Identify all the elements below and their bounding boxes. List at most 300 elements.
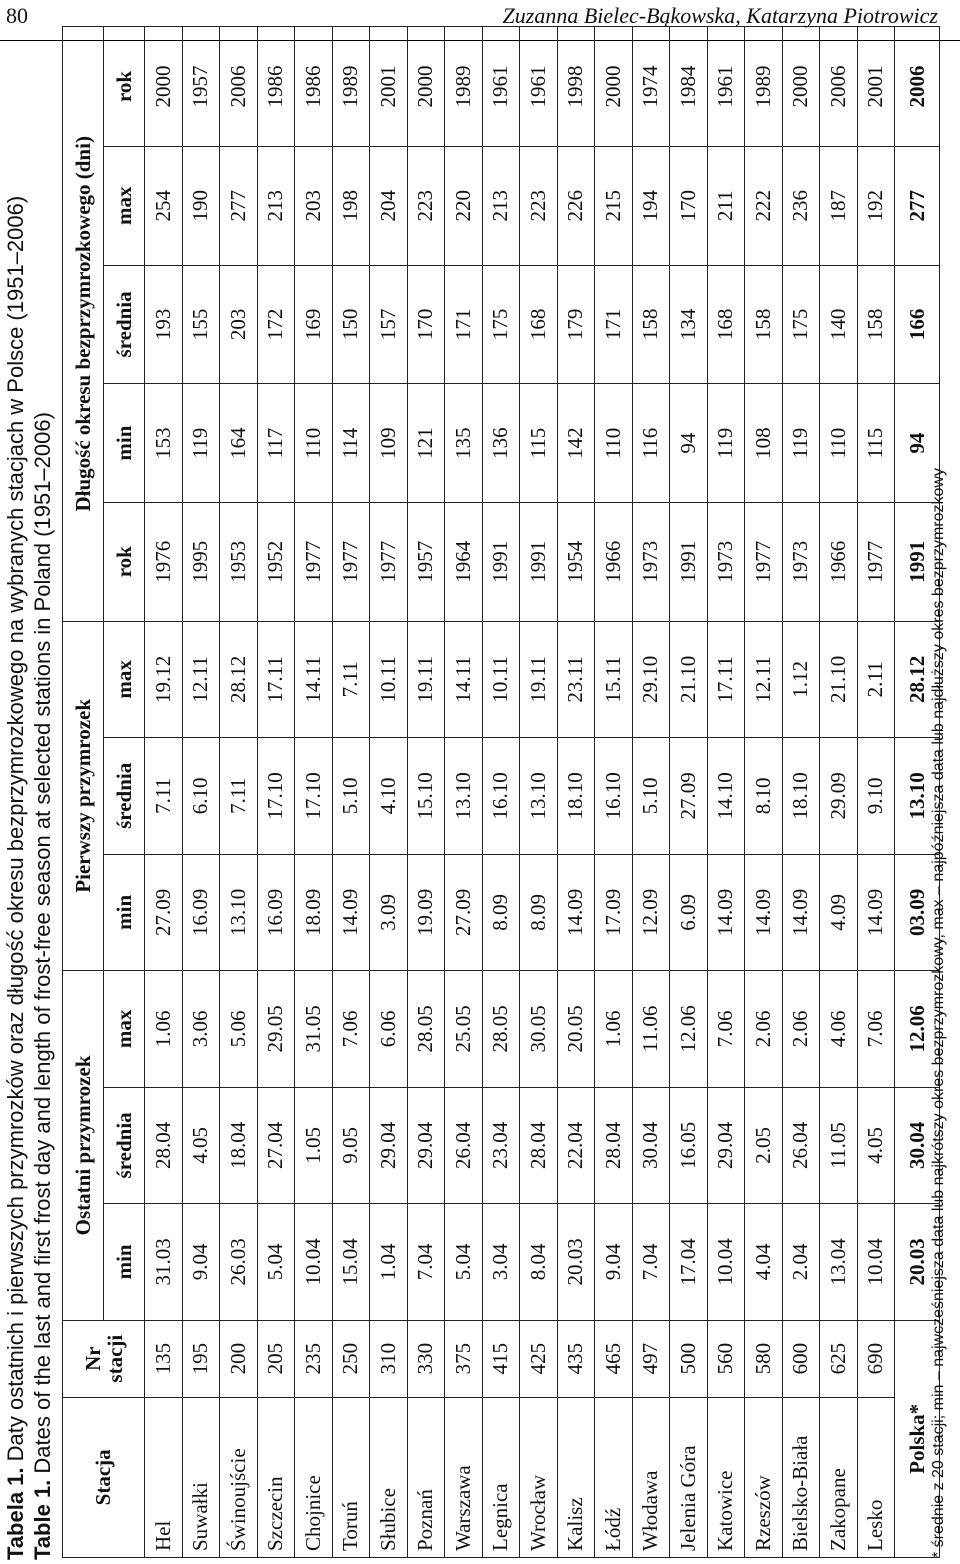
station-nr-cell: 375 bbox=[445, 1320, 483, 1397]
value-cell-l-max: 2.06 bbox=[782, 971, 820, 1088]
value-cell-f-min: 8.09 bbox=[520, 854, 558, 971]
value-cell-d-min: 110 bbox=[820, 384, 858, 503]
table-row bbox=[370, 27, 408, 1558]
value-cell-f-max: 2.11 bbox=[857, 621, 895, 738]
value-cell-l-mean: 28.04 bbox=[595, 1087, 633, 1204]
total-value-cell-d-min: 94 bbox=[895, 384, 940, 503]
value-cell-f-max: 28.12 bbox=[220, 621, 258, 738]
value-cell-d-min: 94 bbox=[670, 384, 708, 503]
value-cell-l-max: 1.06 bbox=[145, 971, 183, 1088]
station-nr-cell: 500 bbox=[670, 1320, 708, 1397]
value-cell-l-mean: 29.04 bbox=[707, 1087, 745, 1204]
value-cell-d-rok1: 1991 bbox=[482, 502, 520, 621]
value-cell-f-min: 14.09 bbox=[857, 854, 895, 971]
value-cell-f-mean: 14.10 bbox=[707, 738, 745, 855]
value-cell-d-mean: 155 bbox=[182, 265, 220, 384]
value-cell-l-max: 12.06 bbox=[670, 971, 708, 1088]
table-row bbox=[257, 27, 295, 1558]
sub-header-max: max bbox=[104, 146, 145, 265]
value-cell-l-min: 2.04 bbox=[782, 1204, 820, 1321]
value-cell-d-rok1: 1966 bbox=[820, 502, 858, 621]
value-cell-f-min: 19.09 bbox=[407, 854, 445, 971]
value-cell-f-max: 10.11 bbox=[482, 621, 520, 738]
value-cell-d-mean: 179 bbox=[557, 265, 595, 384]
table-footnote: * średnie z 20 stacji; min – najwcześniejsza data lub najkrótszy okres bezprzymrozkowy, max – najpóźniejsza data lub najdłuższy okres bezprzymrozkowy bbox=[930, 468, 947, 1558]
value-cell-l-max: 28.05 bbox=[482, 971, 520, 1088]
group-header-last-frost: Ostatni przymrozek bbox=[63, 971, 104, 1321]
value-cell-d-rok2: 2000 bbox=[407, 27, 445, 147]
value-cell-l-min: 7.04 bbox=[407, 1204, 445, 1321]
value-cell-f-mean: 17.10 bbox=[257, 738, 295, 855]
table-row bbox=[332, 27, 370, 1558]
value-cell-l-mean: 11.05 bbox=[820, 1087, 858, 1204]
station-name-cell: Suwałki bbox=[182, 1397, 220, 1557]
value-cell-d-rok2: 1998 bbox=[557, 27, 595, 147]
value-cell-f-max: 21.10 bbox=[820, 621, 858, 738]
table-header-row-1 bbox=[63, 27, 104, 1558]
value-cell-f-max: 14.11 bbox=[445, 621, 483, 738]
value-cell-l-max: 3.06 bbox=[182, 971, 220, 1088]
value-cell-d-rok2: 2000 bbox=[595, 27, 633, 147]
value-cell-f-min: 12.09 bbox=[632, 854, 670, 971]
value-cell-d-mean: 158 bbox=[632, 265, 670, 384]
value-cell-l-mean: 2.05 bbox=[745, 1087, 783, 1204]
value-cell-d-max: 223 bbox=[520, 146, 558, 265]
value-cell-l-max: 1.06 bbox=[595, 971, 633, 1088]
value-cell-d-max: 192 bbox=[857, 146, 895, 265]
sub-header-max: max bbox=[104, 971, 145, 1088]
total-value-cell-f-min: 03.09 bbox=[895, 854, 940, 971]
value-cell-d-max: 226 bbox=[557, 146, 595, 265]
value-cell-d-rok1: 1977 bbox=[332, 502, 370, 621]
station-nr-cell: 250 bbox=[332, 1320, 370, 1397]
table-row bbox=[445, 27, 483, 1558]
value-cell-d-min: 142 bbox=[557, 384, 595, 503]
caption-en-text: Dates of the last and first frost day and length of frost-free season at selected stations in Poland (1951–2006) bbox=[30, 412, 55, 1480]
value-cell-d-rok2: 2000 bbox=[782, 27, 820, 147]
value-cell-f-mean: 27.09 bbox=[670, 738, 708, 855]
value-cell-f-max: 15.11 bbox=[595, 621, 633, 738]
value-cell-f-max: 23.11 bbox=[557, 621, 595, 738]
table-caption-en bbox=[30, 412, 56, 1560]
value-cell-d-mean: 158 bbox=[857, 265, 895, 384]
value-cell-l-max: 2.06 bbox=[745, 971, 783, 1088]
value-cell-d-min: 135 bbox=[445, 384, 483, 503]
col-header-station: Stacja bbox=[63, 1397, 145, 1557]
value-cell-d-min: 110 bbox=[595, 384, 633, 503]
value-cell-d-mean: 157 bbox=[370, 265, 408, 384]
station-name-cell: Toruń bbox=[332, 1397, 370, 1557]
value-cell-l-mean: 29.04 bbox=[407, 1087, 445, 1204]
value-cell-d-rok2: 2006 bbox=[220, 27, 258, 147]
value-cell-f-min: 27.09 bbox=[445, 854, 483, 971]
value-cell-l-min: 20.03 bbox=[557, 1204, 595, 1321]
value-cell-l-max: 11.06 bbox=[632, 971, 670, 1088]
total-value-cell-d-mean: 166 bbox=[895, 265, 940, 384]
value-cell-f-mean: 18.10 bbox=[557, 738, 595, 855]
value-cell-f-max: 17.11 bbox=[257, 621, 295, 738]
value-cell-f-mean: 4.10 bbox=[370, 738, 408, 855]
value-cell-l-mean: 28.04 bbox=[145, 1087, 183, 1204]
value-cell-d-rok1: 1964 bbox=[445, 502, 483, 621]
table-row bbox=[182, 27, 220, 1558]
value-cell-d-rok1: 1977 bbox=[295, 502, 333, 621]
total-value-cell-d-max: 277 bbox=[895, 146, 940, 265]
sub-header-mean: średnia bbox=[104, 1087, 145, 1204]
value-cell-d-rok1: 1976 bbox=[145, 502, 183, 621]
table-row bbox=[745, 27, 783, 1558]
value-cell-l-min: 5.04 bbox=[257, 1204, 295, 1321]
value-cell-l-min: 17.04 bbox=[670, 1204, 708, 1321]
table-row bbox=[595, 27, 633, 1558]
value-cell-l-min: 4.04 bbox=[745, 1204, 783, 1321]
value-cell-d-rok1: 1991 bbox=[520, 502, 558, 621]
station-name-cell: Zakopane bbox=[820, 1397, 858, 1557]
value-cell-l-min: 5.04 bbox=[445, 1204, 483, 1321]
value-cell-f-mean: 18.10 bbox=[782, 738, 820, 855]
station-nr-cell: 235 bbox=[295, 1320, 333, 1397]
value-cell-l-min: 7.04 bbox=[632, 1204, 670, 1321]
value-cell-l-mean: 30.04 bbox=[632, 1087, 670, 1204]
value-cell-d-min: 108 bbox=[745, 384, 783, 503]
value-cell-d-rok2: 1961 bbox=[482, 27, 520, 147]
value-cell-l-min: 8.04 bbox=[520, 1204, 558, 1321]
value-cell-d-rok2: 1974 bbox=[632, 27, 670, 147]
station-nr-cell: 195 bbox=[182, 1320, 220, 1397]
value-cell-l-max: 4.06 bbox=[820, 971, 858, 1088]
value-cell-d-min: 110 bbox=[295, 384, 333, 503]
value-cell-d-mean: 171 bbox=[445, 265, 483, 384]
total-value-cell-d-rok2: 2006 bbox=[895, 27, 940, 147]
value-cell-d-max: 222 bbox=[745, 146, 783, 265]
value-cell-d-min: 119 bbox=[182, 384, 220, 503]
value-cell-d-max: 170 bbox=[670, 146, 708, 265]
value-cell-d-min: 121 bbox=[407, 384, 445, 503]
value-cell-l-mean: 22.04 bbox=[557, 1087, 595, 1204]
value-cell-f-mean: 6.10 bbox=[182, 738, 220, 855]
station-name-cell: Jelenia Góra bbox=[670, 1397, 708, 1557]
value-cell-d-max: 236 bbox=[782, 146, 820, 265]
value-cell-d-rok1: 1973 bbox=[707, 502, 745, 621]
value-cell-f-max: 19.11 bbox=[407, 621, 445, 738]
value-cell-d-rok2: 2001 bbox=[857, 27, 895, 147]
value-cell-d-rok2: 1986 bbox=[295, 27, 333, 147]
value-cell-d-rok1: 1954 bbox=[557, 502, 595, 621]
table-row bbox=[220, 27, 258, 1558]
table-row bbox=[782, 27, 820, 1558]
value-cell-d-mean: 134 bbox=[670, 265, 708, 384]
station-name-cell: Legnica bbox=[482, 1397, 520, 1557]
station-name-cell: Katowice bbox=[707, 1397, 745, 1557]
total-value-cell-l-min: 20.03 bbox=[895, 1204, 940, 1321]
table-row bbox=[557, 27, 595, 1558]
page-number: 80 bbox=[6, 3, 28, 28]
station-name-cell: Szczecin bbox=[257, 1397, 295, 1557]
table-row bbox=[707, 27, 745, 1558]
value-cell-l-min: 9.04 bbox=[182, 1204, 220, 1321]
value-cell-l-mean: 4.05 bbox=[857, 1087, 895, 1204]
station-name-cell: Poznań bbox=[407, 1397, 445, 1557]
col-header-nr: Nr stacji bbox=[63, 1320, 145, 1397]
value-cell-l-min: 31.03 bbox=[145, 1204, 183, 1321]
value-cell-f-min: 13.10 bbox=[220, 854, 258, 971]
station-name-cell: Chojnice bbox=[295, 1397, 333, 1557]
value-cell-f-max: 17.11 bbox=[707, 621, 745, 738]
value-cell-f-max: 7.11 bbox=[332, 621, 370, 738]
value-cell-d-max: 215 bbox=[595, 146, 633, 265]
table-body bbox=[145, 27, 940, 1558]
value-cell-d-rok2: 2006 bbox=[820, 27, 858, 147]
value-cell-f-min: 16.09 bbox=[257, 854, 295, 971]
value-cell-d-min: 153 bbox=[145, 384, 183, 503]
value-cell-l-max: 29.05 bbox=[257, 971, 295, 1088]
station-name-cell: Świnoujście bbox=[220, 1397, 258, 1557]
value-cell-d-min: 114 bbox=[332, 384, 370, 503]
value-cell-d-mean: 175 bbox=[482, 265, 520, 384]
value-cell-d-rok1: 1973 bbox=[782, 502, 820, 621]
station-name-cell: Wrocław bbox=[520, 1397, 558, 1557]
value-cell-f-mean: 13.10 bbox=[445, 738, 483, 855]
value-cell-f-mean: 17.10 bbox=[295, 738, 333, 855]
value-cell-f-min: 8.09 bbox=[482, 854, 520, 971]
value-cell-f-min: 4.09 bbox=[820, 854, 858, 971]
value-cell-f-mean: 7.11 bbox=[220, 738, 258, 855]
value-cell-f-mean: 13.10 bbox=[520, 738, 558, 855]
value-cell-d-max: 213 bbox=[257, 146, 295, 265]
value-cell-f-min: 3.09 bbox=[370, 854, 408, 971]
value-cell-l-mean: 27.04 bbox=[257, 1087, 295, 1204]
sub-header-max: max bbox=[104, 621, 145, 738]
station-nr-cell: 497 bbox=[632, 1320, 670, 1397]
value-cell-d-min: 116 bbox=[632, 384, 670, 503]
value-cell-f-max: 1.12 bbox=[782, 621, 820, 738]
total-value-cell-d-rok1: 1991 bbox=[895, 502, 940, 621]
value-cell-d-max: 190 bbox=[182, 146, 220, 265]
group-header-first-frost: Pierwszy przymrozek bbox=[63, 621, 104, 971]
value-cell-l-max: 31.05 bbox=[295, 971, 333, 1088]
value-cell-d-rok2: 1989 bbox=[332, 27, 370, 147]
station-name-cell: Warszawa bbox=[445, 1397, 483, 1557]
value-cell-l-mean: 26.04 bbox=[445, 1087, 483, 1204]
table-row bbox=[295, 27, 333, 1558]
table-row bbox=[820, 27, 858, 1558]
value-cell-l-min: 10.04 bbox=[707, 1204, 745, 1321]
station-name-cell: Hel bbox=[145, 1397, 183, 1557]
value-cell-d-rok1: 1977 bbox=[857, 502, 895, 621]
station-nr-cell: 625 bbox=[820, 1320, 858, 1397]
value-cell-f-min: 16.09 bbox=[182, 854, 220, 971]
station-nr-cell: 205 bbox=[257, 1320, 295, 1397]
station-nr-cell: 415 bbox=[482, 1320, 520, 1397]
value-cell-l-max: 30.05 bbox=[520, 971, 558, 1088]
value-cell-d-rok1: 1991 bbox=[670, 502, 708, 621]
value-cell-f-min: 18.09 bbox=[295, 854, 333, 971]
value-cell-f-min: 27.09 bbox=[145, 854, 183, 971]
table-row bbox=[520, 27, 558, 1558]
value-cell-l-min: 10.04 bbox=[857, 1204, 895, 1321]
value-cell-d-min: 119 bbox=[782, 384, 820, 503]
value-cell-d-max: 194 bbox=[632, 146, 670, 265]
value-cell-l-mean: 1.05 bbox=[295, 1087, 333, 1204]
value-cell-l-min: 1.04 bbox=[370, 1204, 408, 1321]
table-row bbox=[857, 27, 895, 1558]
table-row bbox=[407, 27, 445, 1558]
rotated-table-area bbox=[0, 4, 960, 1564]
value-cell-l-mean: 18.04 bbox=[220, 1087, 258, 1204]
value-cell-d-max: 254 bbox=[145, 146, 183, 265]
value-cell-l-min: 9.04 bbox=[595, 1204, 633, 1321]
caption-en-label: Table 1. bbox=[30, 1479, 55, 1560]
station-nr-cell: 560 bbox=[707, 1320, 745, 1397]
value-cell-l-min: 26.03 bbox=[220, 1204, 258, 1321]
value-cell-d-max: 203 bbox=[295, 146, 333, 265]
table-row bbox=[632, 27, 670, 1558]
value-cell-l-mean: 4.05 bbox=[182, 1087, 220, 1204]
value-cell-d-max: 204 bbox=[370, 146, 408, 265]
value-cell-d-min: 117 bbox=[257, 384, 295, 503]
value-cell-d-mean: 158 bbox=[745, 265, 783, 384]
table-row bbox=[670, 27, 708, 1558]
sub-header-mean: średnia bbox=[104, 265, 145, 384]
station-nr-cell: 135 bbox=[145, 1320, 183, 1397]
value-cell-l-min: 13.04 bbox=[820, 1204, 858, 1321]
value-cell-f-max: 19.11 bbox=[520, 621, 558, 738]
value-cell-f-mean: 16.10 bbox=[595, 738, 633, 855]
value-cell-d-mean: 140 bbox=[820, 265, 858, 384]
value-cell-d-mean: 172 bbox=[257, 265, 295, 384]
station-nr-cell: 330 bbox=[407, 1320, 445, 1397]
running-head-authors: Zuzanna Bielec-Bąkowska, Katarzyna Piotrowicz bbox=[502, 3, 938, 28]
value-cell-f-mean: 9.10 bbox=[857, 738, 895, 855]
value-cell-d-rok2: 1961 bbox=[707, 27, 745, 147]
value-cell-f-mean: 7.11 bbox=[145, 738, 183, 855]
value-cell-l-min: 15.04 bbox=[332, 1204, 370, 1321]
sub-header-mean: średnia bbox=[104, 738, 145, 855]
value-cell-d-rok2: 1986 bbox=[257, 27, 295, 147]
value-cell-d-max: 187 bbox=[820, 146, 858, 265]
value-cell-d-max: 277 bbox=[220, 146, 258, 265]
value-cell-l-max: 6.06 bbox=[370, 971, 408, 1088]
value-cell-d-rok1: 1957 bbox=[407, 502, 445, 621]
value-cell-l-mean: 28.04 bbox=[520, 1087, 558, 1204]
value-cell-d-min: 119 bbox=[707, 384, 745, 503]
value-cell-f-min: 17.09 bbox=[595, 854, 633, 971]
value-cell-f-max: 10.11 bbox=[370, 621, 408, 738]
station-nr-cell: 310 bbox=[370, 1320, 408, 1397]
value-cell-d-rok2: 2001 bbox=[370, 27, 408, 147]
value-cell-l-mean: 9.05 bbox=[332, 1087, 370, 1204]
value-cell-d-min: 109 bbox=[370, 384, 408, 503]
value-cell-f-max: 19.12 bbox=[145, 621, 183, 738]
value-cell-d-rok1: 1953 bbox=[220, 502, 258, 621]
total-value-cell-f-max: 28.12 bbox=[895, 621, 940, 738]
sub-header-year: rok bbox=[104, 27, 145, 147]
value-cell-d-rok1: 1995 bbox=[182, 502, 220, 621]
value-cell-d-min: 164 bbox=[220, 384, 258, 503]
value-cell-d-mean: 175 bbox=[782, 265, 820, 384]
value-cell-f-max: 12.11 bbox=[182, 621, 220, 738]
total-label-cell: Polska* bbox=[895, 1320, 940, 1557]
total-value-cell-l-max: 12.06 bbox=[895, 971, 940, 1088]
table-caption-pl bbox=[3, 196, 29, 1560]
value-cell-f-min: 6.09 bbox=[670, 854, 708, 971]
sub-header-min: min bbox=[104, 1204, 145, 1321]
value-cell-l-mean: 16.05 bbox=[670, 1087, 708, 1204]
value-cell-f-min: 14.09 bbox=[782, 854, 820, 971]
value-cell-f-min: 14.09 bbox=[557, 854, 595, 971]
value-cell-d-rok1: 1952 bbox=[257, 502, 295, 621]
value-cell-f-mean: 16.10 bbox=[482, 738, 520, 855]
value-cell-d-rok2: 1984 bbox=[670, 27, 708, 147]
value-cell-f-min: 14.09 bbox=[332, 854, 370, 971]
value-cell-d-rok1: 1966 bbox=[595, 502, 633, 621]
value-cell-d-mean: 203 bbox=[220, 265, 258, 384]
station-nr-cell: 690 bbox=[857, 1320, 895, 1397]
station-nr-cell: 580 bbox=[745, 1320, 783, 1397]
value-cell-d-mean: 168 bbox=[707, 265, 745, 384]
value-cell-f-mean: 29.09 bbox=[820, 738, 858, 855]
value-cell-l-max: 20.05 bbox=[557, 971, 595, 1088]
value-cell-d-mean: 150 bbox=[332, 265, 370, 384]
value-cell-d-max: 211 bbox=[707, 146, 745, 265]
value-cell-l-max: 7.06 bbox=[332, 971, 370, 1088]
value-cell-d-rok2: 1961 bbox=[520, 27, 558, 147]
value-cell-l-mean: 29.04 bbox=[370, 1087, 408, 1204]
value-cell-f-max: 14.11 bbox=[295, 621, 333, 738]
value-cell-f-mean: 15.10 bbox=[407, 738, 445, 855]
sub-header-min: min bbox=[104, 854, 145, 971]
value-cell-l-mean: 26.04 bbox=[782, 1087, 820, 1204]
station-name-cell: Lesko bbox=[857, 1397, 895, 1557]
value-cell-l-max: 25.05 bbox=[445, 971, 483, 1088]
station-nr-cell: 435 bbox=[557, 1320, 595, 1397]
station-name-cell: Bielsko-Biała bbox=[782, 1397, 820, 1557]
value-cell-d-mean: 193 bbox=[145, 265, 183, 384]
sub-header-min: min bbox=[104, 384, 145, 503]
caption-pl-label: Tabela 1. bbox=[3, 1467, 28, 1560]
station-name-cell: Słubice bbox=[370, 1397, 408, 1557]
value-cell-d-rok1: 1977 bbox=[370, 502, 408, 621]
value-cell-d-mean: 170 bbox=[407, 265, 445, 384]
value-cell-f-mean: 5.10 bbox=[632, 738, 670, 855]
value-cell-d-max: 220 bbox=[445, 146, 483, 265]
value-cell-d-mean: 169 bbox=[295, 265, 333, 384]
value-cell-d-max: 198 bbox=[332, 146, 370, 265]
caption-pl-text: Daty ostatnich i pierwszych przymrozków oraz długość okresu bezprzymrozkowego na wybranych stacjach w Polsce (1951–2006) bbox=[3, 195, 28, 1468]
station-nr-cell: 200 bbox=[220, 1320, 258, 1397]
station-nr-cell: 425 bbox=[520, 1320, 558, 1397]
group-header-season-length: Długość okresu bezprzymrozkowego (dni) bbox=[63, 27, 104, 622]
total-value-cell-l-mean: 30.04 bbox=[895, 1087, 940, 1204]
value-cell-l-max: 5.06 bbox=[220, 971, 258, 1088]
value-cell-l-max: 7.06 bbox=[707, 971, 745, 1088]
value-cell-d-max: 223 bbox=[407, 146, 445, 265]
value-cell-d-rok2: 1957 bbox=[182, 27, 220, 147]
sub-header-year: rok bbox=[104, 502, 145, 621]
value-cell-l-min: 3.04 bbox=[482, 1204, 520, 1321]
station-name-cell: Rzeszów bbox=[745, 1397, 783, 1557]
station-nr-cell: 465 bbox=[595, 1320, 633, 1397]
value-cell-d-min: 136 bbox=[482, 384, 520, 503]
value-cell-d-min: 115 bbox=[520, 384, 558, 503]
value-cell-l-max: 7.06 bbox=[857, 971, 895, 1088]
value-cell-f-mean: 5.10 bbox=[332, 738, 370, 855]
value-cell-d-rok2: 1989 bbox=[745, 27, 783, 147]
value-cell-d-rok2: 1989 bbox=[445, 27, 483, 147]
value-cell-d-rok2: 2000 bbox=[145, 27, 183, 147]
value-cell-d-rok1: 1973 bbox=[632, 502, 670, 621]
value-cell-d-rok1: 1977 bbox=[745, 502, 783, 621]
